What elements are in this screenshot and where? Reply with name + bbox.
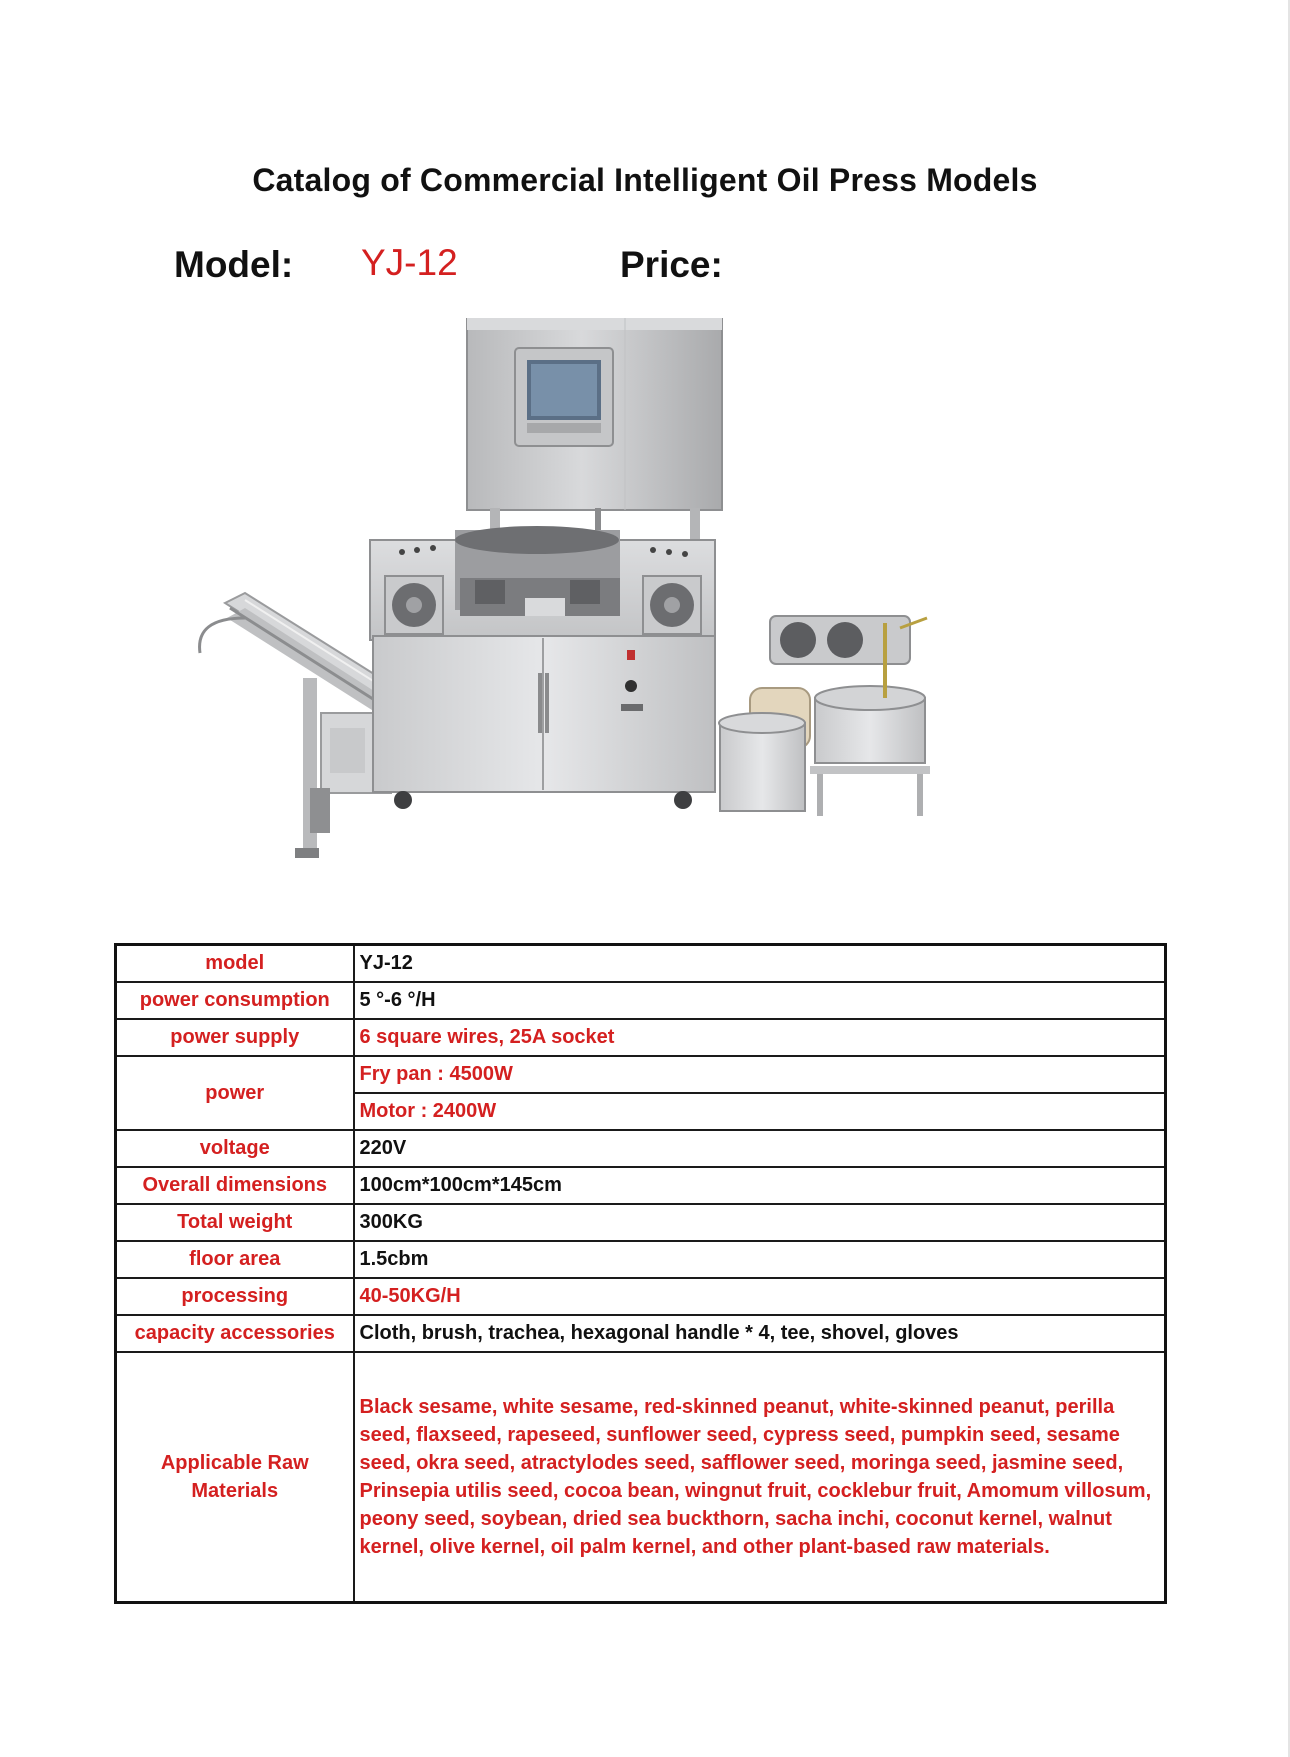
oil-press-machine-photo (185, 318, 1085, 940)
row-value-floor-area: 1.5cbm (354, 1241, 1166, 1278)
table-row (116, 1019, 1166, 1056)
row-label-power-consumption: power consumption (116, 982, 354, 1019)
table-row (116, 1278, 1166, 1315)
row-value-dimensions: 100cm*100cm*145cm (354, 1167, 1166, 1204)
row-value-model: YJ-12 (354, 945, 1166, 983)
row-label-floor-area: floor area (116, 1241, 354, 1278)
specs-table (114, 943, 1167, 1604)
price-label: Price: (620, 244, 723, 285)
machine-body (370, 526, 715, 809)
row-label-processing: processing (116, 1278, 354, 1315)
row-value-power-motor: Motor : 2400W (354, 1093, 1166, 1130)
table-row (116, 982, 1166, 1019)
model-label: Model: (174, 244, 294, 285)
row-label-model: model (116, 945, 354, 983)
row-value-materials: Black sesame, white sesame, red-skinned peanut, white-skinned peanut, perilla seed, flaxseed, rapeseed, sunflower seed, cypress seed, pumpkin seed, sesame seed, okra seed, atractylodes seed, safflower seed, moringa seed, jasmine seed, Prinsepia utilis seed, cocoa bean, wingnut fruit, cocklebur fruit, Amomum villosum, peony seed, soybean, dried sea buckthorn, sacha inchi, coconut kernel, walnut kernel, olive kernel, oil palm kernel, and other plant-based raw materials. (354, 1352, 1166, 1603)
row-value-accessories: Cloth, brush, trachea, hexagonal handle * 4, tee, shovel, gloves (354, 1315, 1166, 1352)
table-row (116, 1167, 1166, 1204)
row-value-power-supply: 6 square wires, 25A socket (354, 1019, 1166, 1056)
table-row (116, 945, 1166, 983)
table-row (116, 1315, 1166, 1352)
table-row (116, 1130, 1166, 1167)
table-row (116, 1352, 1166, 1603)
catalog-title: Catalog of Commercial Intelligent Oil Press Models (252, 162, 1038, 198)
press-head (467, 318, 722, 510)
row-label-power: power (116, 1056, 354, 1130)
model-value: YJ-12 (361, 242, 458, 283)
row-label-weight: Total weight (116, 1204, 354, 1241)
row-label-materials: Applicable Raw Materials (116, 1352, 354, 1603)
row-value-power-fry-pan: Fry pan : 4500W (354, 1056, 1166, 1093)
row-value-processing: 40-50KG/H (354, 1278, 1166, 1315)
row-value-power-consumption: 5 °-6 °/H (354, 982, 1166, 1019)
row-value-weight: 300KG (354, 1204, 1166, 1241)
accessory-equipment (719, 616, 930, 816)
row-label-power-supply: power supply (116, 1019, 354, 1056)
table-row (116, 1241, 1166, 1278)
table-row (116, 1056, 1166, 1093)
row-label-voltage: voltage (116, 1130, 354, 1167)
row-value-voltage: 220V (354, 1130, 1166, 1167)
row-label-accessories: capacity accessories (116, 1315, 354, 1352)
row-label-dimensions: Overall dimensions (116, 1167, 354, 1204)
table-row (116, 1204, 1166, 1241)
